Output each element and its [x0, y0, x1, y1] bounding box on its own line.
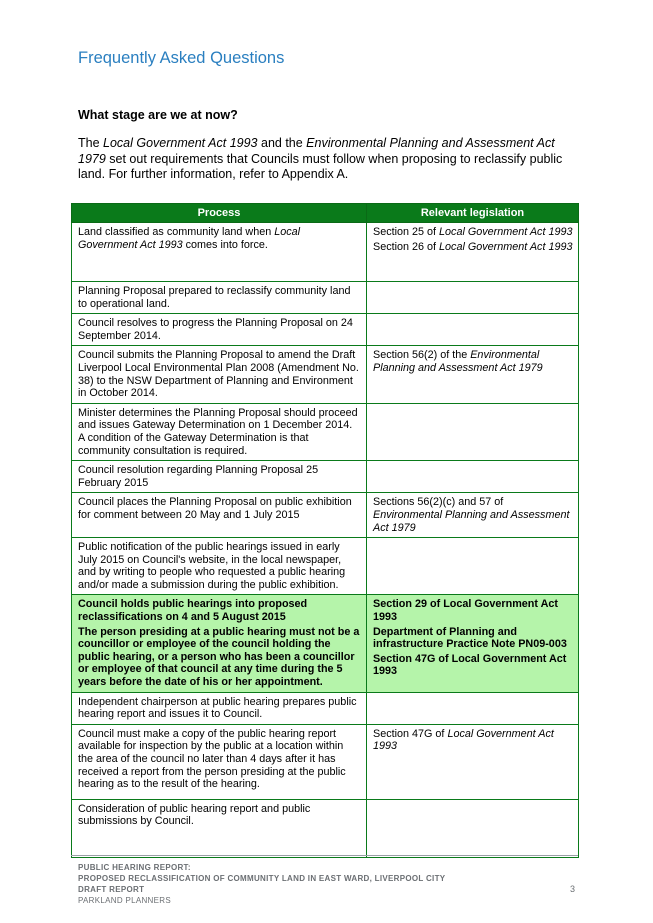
process-text: The person presiding at a public hearing must not be a councillor or employee of the council holding the public hearing, or a person who has been a councillor or employee of that council at any time during the 5 years before the date of his or her appointment.	[78, 625, 360, 689]
column-header-legislation: Relevant legislation	[367, 204, 579, 223]
process-cell	[72, 314, 367, 346]
process-cell	[72, 799, 367, 857]
process-table	[71, 203, 579, 858]
process-text: Council holds public hearings into proposed reclassifications on 4 and 5 August 2015	[78, 598, 308, 624]
legislation-text: Section 26 of Local Government Act 1993	[373, 240, 573, 253]
table-row	[72, 692, 579, 724]
legislation-cell	[367, 403, 579, 460]
legislation-text: Section 56(2) of the Environmental Planning and Assessment Act 1979	[373, 349, 543, 374]
legislation-text: Section 47G of Local Government Act 1993	[373, 727, 554, 753]
process-text: Council resolution regarding Planning Proposal 25 February 2015	[78, 464, 319, 489]
process-text: Land classified as community land when Local Government Act 1993 comes into force.	[78, 226, 301, 251]
footer-draft-label: DRAFT REPORT	[78, 885, 145, 894]
legislation-cell	[367, 314, 579, 346]
legislation-cell	[367, 724, 579, 799]
table-row	[72, 538, 579, 595]
column-header-process: Process	[72, 204, 367, 223]
table-row	[72, 282, 579, 314]
process-text: Council must make a copy of the public hearing report available for inspection by the public at a location within the area of the council no later than 4 days after it has received a report from the person presiding at the public hearing as to the result of the hearing.	[78, 727, 346, 791]
table-row	[72, 223, 579, 282]
section-heading: What stage are we at now?	[78, 108, 238, 122]
legislation-cell	[367, 538, 579, 595]
table-row	[72, 314, 579, 346]
table-row	[72, 493, 579, 538]
table-row	[72, 724, 579, 799]
legislation-text: Sections 56(2)(c) and 57 of Environmental Planning and Assessment Act 1979	[373, 496, 570, 534]
legislation-text: Department of Planning and infrastructure Practice Note PN09-003	[373, 625, 567, 651]
process-text: Consideration of public hearing report and public submissions by Council.	[78, 802, 311, 828]
page-title: Frequently Asked Questions	[78, 49, 285, 67]
process-cell	[72, 538, 367, 595]
legislation-cell	[367, 493, 579, 538]
process-text: Council resolves to progress the Planning Proposal on 24 September 2014.	[78, 317, 353, 342]
intro-paragraph: The Local Government Act 1993 and the Environmental Planning and Assessment Act 1979 set out requirements that Councils must follow when proposing to reclassify public land. For further information, refer to Appendix A.	[78, 136, 563, 181]
legislation-text: Section 29 of Local Government Act 1993	[373, 598, 558, 624]
footer-report-title: PROPOSED RECLASSIFICATION OF COMMUNITY LAND IN EAST WARD, LIVERPOOL CITY	[78, 874, 446, 883]
table-row	[72, 595, 579, 692]
table-header-row	[72, 204, 579, 223]
process-cell	[72, 461, 367, 493]
process-text: Public notification of the public hearings issued in early July 2015 on Council's website, in the local newspaper, and by writing to people who requested a public hearing and/or made a submission during the public exhibition.	[78, 541, 346, 591]
legislation-cell	[367, 346, 579, 403]
process-text: Independent chairperson at public hearing prepares public hearing report and issues it to Council.	[78, 695, 357, 721]
process-cell	[72, 403, 367, 460]
process-cell	[72, 595, 367, 692]
legislation-cell	[367, 282, 579, 314]
process-cell	[72, 223, 367, 282]
page-footer	[78, 862, 578, 906]
process-cell	[72, 724, 367, 799]
legislation-cell	[367, 799, 579, 857]
process-text: Minister determines the Planning Proposal should proceed and issues Gateway Determination on 1 December 2014. A condition of the Gateway Determination is that community consultation is required.	[78, 406, 358, 457]
footer-report-label: PUBLIC HEARING REPORT:	[78, 863, 191, 872]
legislation-cell	[367, 595, 579, 692]
legislation-text: Section 25 of Local Government Act 1993	[373, 226, 573, 238]
footer-divider	[71, 855, 578, 856]
process-cell	[72, 493, 367, 538]
process-cell	[72, 282, 367, 314]
footer-author: PARKLAND PLANNERS	[78, 896, 171, 905]
legislation-cell	[367, 692, 579, 724]
process-text: Council submits the Planning Proposal to amend the Draft Liverpool Local Environmental Plan 2008 (Amendment No. 38) to the NSW Department of Planning and Environment in October 2014.	[78, 349, 359, 400]
table-row	[72, 346, 579, 403]
legislation-text: Section 47G of Local Government Act 1993	[373, 652, 567, 678]
table-row	[72, 403, 579, 460]
table-row	[72, 461, 579, 493]
process-text: Planning Proposal prepared to reclassify community land to operational land.	[78, 285, 351, 310]
page-number: 3	[569, 884, 575, 894]
legislation-cell	[367, 461, 579, 493]
table-row	[72, 799, 579, 857]
process-cell	[72, 692, 367, 724]
legislation-cell	[367, 223, 579, 282]
process-text: Council places the Planning Proposal on public exhibition for comment between 20 May and 1 July 2015	[78, 496, 352, 521]
process-cell	[72, 346, 367, 403]
